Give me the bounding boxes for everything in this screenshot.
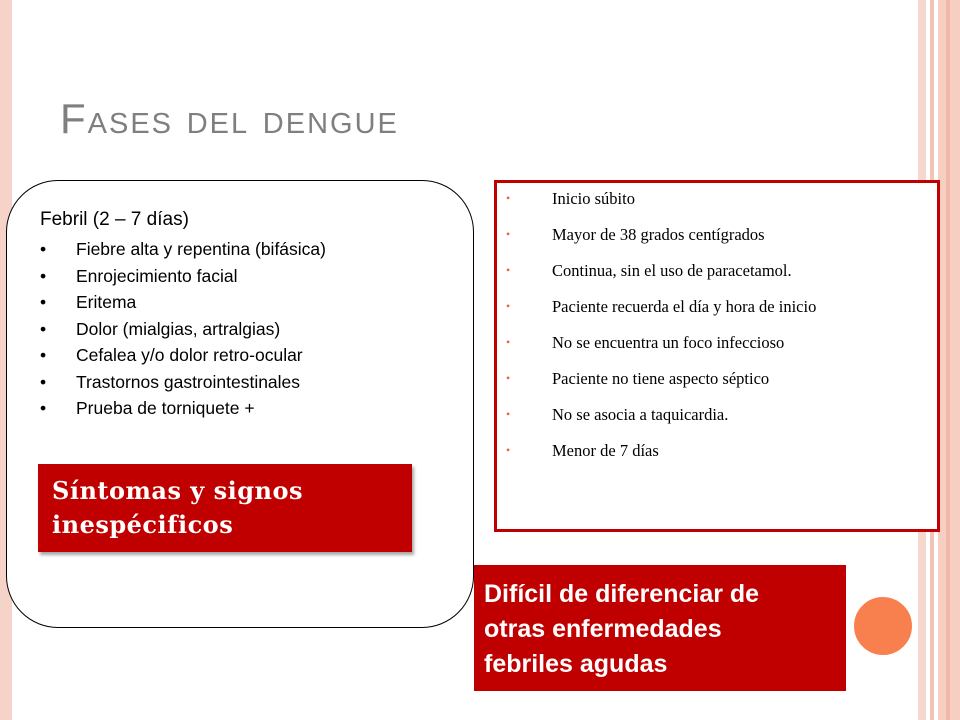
list-item: • Enrojecimiento facial — [40, 263, 326, 290]
list-item: • Cefalea y/o dolor retro-ocular — [40, 342, 326, 369]
nonspecific-symptoms-line1: Síntomas y signos — [52, 476, 303, 505]
list-item: • Paciente recuerda el día y hora de inicio — [504, 295, 924, 318]
nonspecific-symptoms-line2: inespécificos — [52, 510, 234, 539]
list-item: • Eritema — [40, 289, 326, 316]
slide-frame-right-stripe — [946, 0, 950, 720]
slide-title: Fases del dengue — [60, 95, 399, 142]
febril-symptom-list — [40, 236, 326, 422]
list-item: • No se encuentra un foco infeccioso — [504, 331, 924, 354]
note-line2: otras enfermedades — [484, 615, 722, 643]
nonspecific-symptoms-label — [38, 464, 412, 552]
list-item: • Continua, sin el uso de paracetamol. — [504, 259, 924, 282]
list-item: • Trastornos gastrointestinales — [40, 369, 326, 396]
note-line1: Difícil de diferenciar de — [484, 580, 760, 608]
differential-diagnosis-note — [474, 565, 846, 691]
decorative-circle — [852, 595, 914, 657]
list-item: • Mayor de 38 grados centígrados — [504, 223, 924, 246]
note-line3: febriles agudas — [484, 650, 668, 678]
list-item: • No se asocia a taquicardia. — [504, 403, 924, 426]
list-item: • Dolor (mialgias, artralgias) — [40, 316, 326, 343]
febril-phase-heading: Febril (2 – 7 días) — [40, 209, 189, 230]
list-item: • Prueba de torniquete + — [40, 395, 326, 422]
list-item: • Paciente no tiene aspecto séptico — [504, 367, 924, 390]
list-item: • Fiebre alta y repentina (bifásica) — [40, 236, 326, 263]
list-item: • Inicio súbito — [504, 187, 924, 210]
list-item: • Menor de 7 días — [504, 439, 924, 462]
fever-characteristics-list — [504, 187, 924, 475]
